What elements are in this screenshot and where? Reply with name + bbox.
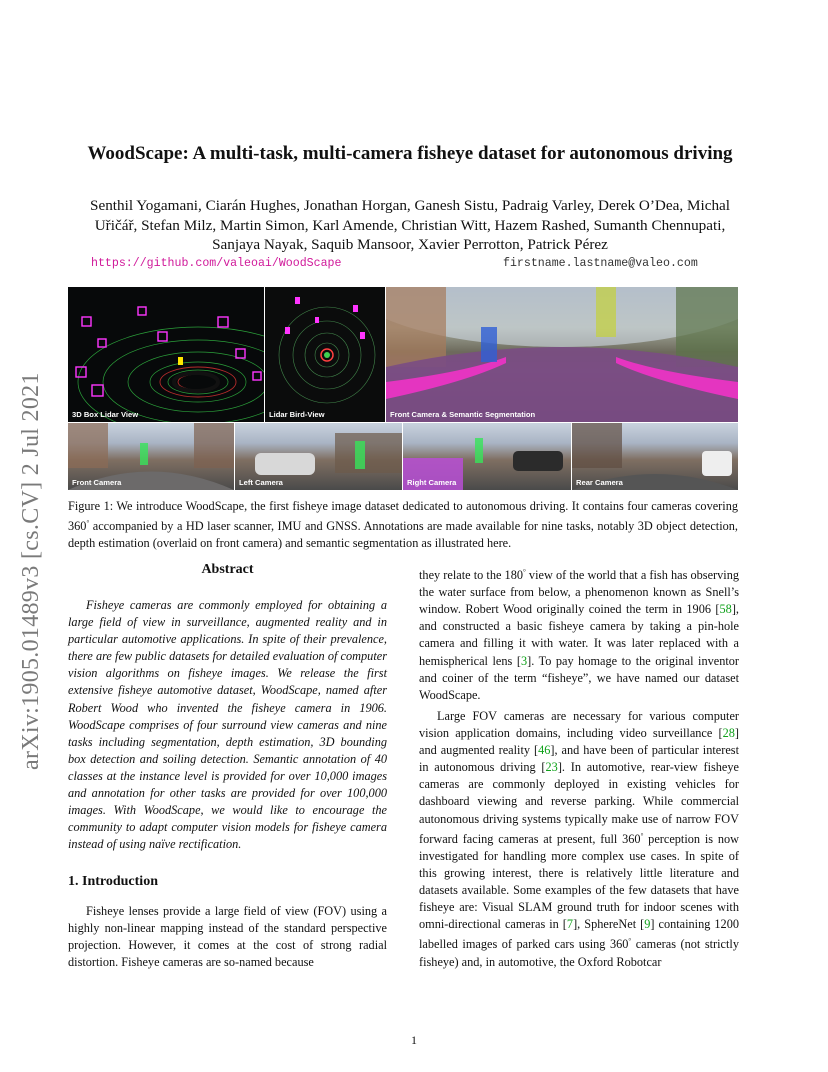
- lidar-bird-view-panel: [265, 287, 385, 422]
- lidar-bird-view-image: [265, 287, 385, 422]
- abstract-heading: Abstract: [201, 562, 254, 577]
- citation-link[interactable]: 28: [722, 726, 735, 741]
- citation-link[interactable]: 46: [538, 743, 551, 758]
- abstract-text: Fisheye cameras are commonly employed for obtaining a large field of view in surveillance, augmented reality and in particular automotive applications. In spite of their prevalence, there are few public datasets for detailed evaluation of computer vision algorithms on fisheye images. We release the first extensive fisheye automotive dataset, WoodScape, named after Robert Wood who invented the fisheye camera in 1906. WoodScape comprises of four surround view cameras and nine tasks including segmentation, depth estimation, 3D bounding box detection and soiling detection. Semantic annotation of 40 classes at the instance level is provided for over 10,000 images and annotation for other tasks are provided for over 100,000 images. With WoodScape, we would like to encourage the community to adapt computer vision models for fisheye camera instead of using naïve rectification.: [68, 598, 387, 852]
- right-camera-panel: [403, 423, 571, 490]
- citation-link[interactable]: 58: [719, 602, 732, 617]
- github-link[interactable]: https://github.com/valeoai/WoodScape: [91, 257, 342, 270]
- lidar-3d-box-panel: [68, 287, 264, 422]
- arxiv-stamp: arXiv:1905.01489v3 [cs.CV] 2 Jul 2021: [18, 372, 44, 770]
- panel-label: Front Camera & Semantic Segmentation: [390, 410, 536, 419]
- panel-label: Front Camera: [72, 478, 122, 487]
- introduction-paragraph-2: Large FOV cameras are necessary for various computer vision application domains, including video surveillance [28] and augmented reality [46], and have been of particular interest in autonomous driving [23]. In automotive, rear-view fisheye cameras are commonly deployed in existing vehicles for dashboard viewing and reverse parking. While commercial autonomous driving systems typically make use of narrow FOV forward facing cameras at present, full 360° perception is now investigated for handling more complex use cases. In spite of this growing interest, there is relatively little literature and datasets available. Some examples of the few datasets that have fisheye are: Visual SLAM ground truth for indoor scenes with omni-directional cameras in [7], SphereNet [9] containing 1200 labelled images of parked cars using 360° cameras (not strictly fisheye) and, in automotive, the Oxford Robotcar: [419, 709, 739, 969]
- panel-label: Rear Camera: [576, 478, 623, 487]
- panel-label: Right Camera: [407, 478, 457, 487]
- introduction-paragraph-continued: they relate to the 180° view of the world that a fish has observing the water surface from below, a phenomenon known as Snell’s window. Robert Wood originally coined the term in 1906 [58], and constructed a basic fisheye camera by taking a pin-hole camera and filling it with water. It was later replaced with a hemispherical lens [3]. To pay homage to the original inventor and coiner of the term “fisheye”, we have named our dataset WoodScape.: [419, 568, 740, 702]
- front-camera-panel: [68, 423, 234, 490]
- paper-title: WoodScape: A multi-task, multi-camera fisheye dataset for autonomous driving: [87, 143, 733, 164]
- page-number: 1: [411, 1033, 417, 1047]
- segmentation-image: [386, 287, 738, 422]
- teaser-figure: [68, 287, 738, 490]
- citation-link[interactable]: 7: [566, 917, 574, 932]
- left-camera-panel: [235, 423, 402, 490]
- panel-label: Lidar Bird-View: [269, 410, 325, 419]
- rear-camera-panel: [572, 423, 738, 490]
- citation-link[interactable]: 3: [520, 653, 528, 668]
- front-camera-segmentation-panel: [386, 287, 738, 422]
- figure-caption: Figure 1: We introduce WoodScape, the first fisheye image dataset dedicated to autonomous driving. It contains four cameras covering 360° accompanied by a HD laser scanner, IMU and GNSS. Annotations are made available for nine tasks, notably 3D object detection, depth estimation (overlaid on front camera) and semantic segmentation as illustrated here.: [68, 499, 738, 551]
- panel-label: Left Camera: [239, 478, 283, 487]
- author-list: Senthil Yogamani, Ciarán Hughes, Jonathan Horgan, Ganesh Sistu, Padraig Varley, Derek O’Dea, Michal Uřičář, Stefan Milz, Martin Simon, Karl Amende, Christian Witt, Hazem Rashed, Sumanth Chennupati, Sanjaya Nayak, Saquib Mansoor, Xavier Perrotton, Patrick Pérez: [90, 197, 730, 253]
- panel-label: 3D Box Lidar View: [72, 410, 139, 419]
- citation-link[interactable]: 23: [545, 760, 558, 775]
- email-address: firstname.lastname@valeo.com: [503, 257, 698, 270]
- citation-link[interactable]: 9: [644, 917, 651, 932]
- lidar-point-cloud-image: [68, 287, 264, 422]
- introduction-text: Fisheye lenses provide a large field of view (FOV) using a highly non-linear mapping instead of the standard perspective projection. However, it comes at the cost of strong radial distortion. Fisheye cameras are so-named because: [68, 904, 387, 970]
- section-heading-introduction: 1. Introduction: [68, 874, 158, 889]
